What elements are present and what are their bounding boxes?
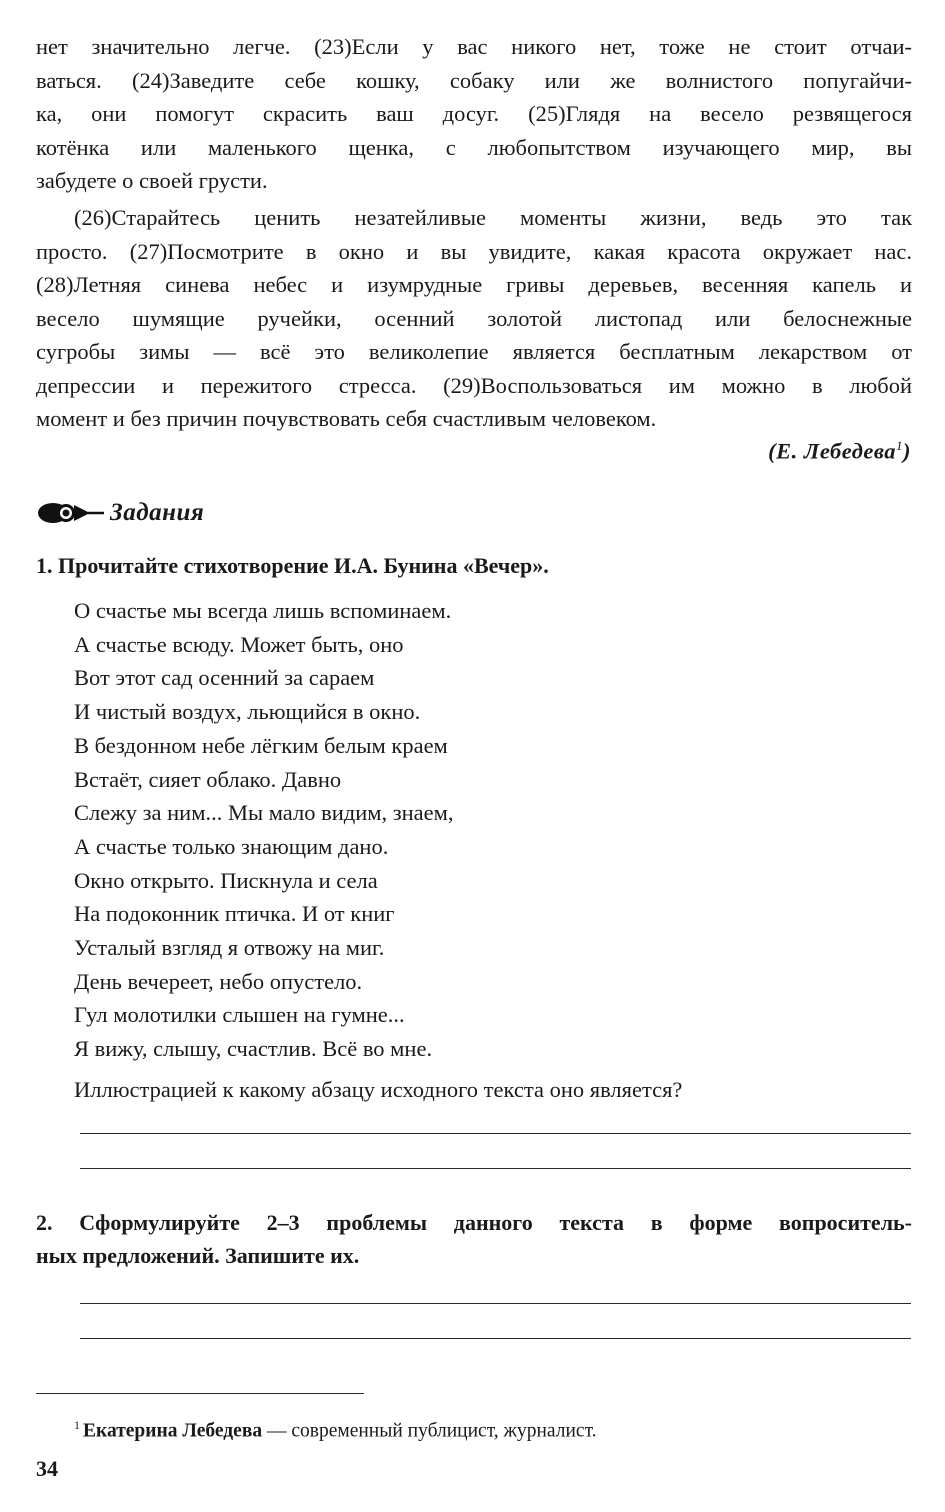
text-line: ваться. (24)Заведите себе кошку, собаку или же волнистого попугайчи- [36,67,912,93]
poem-line: И чистый воздух, льющийся в окно. [74,699,421,725]
text-line: депрессии и пережитого стресса. (29)Воспользоваться им можно в любой [36,372,912,398]
poem-line: Встаёт, сияет облако. Давно [74,766,342,792]
text-paragraph-2 [36,201,912,436]
author-close: ) [903,438,911,464]
text-line: котёнка или маленького щенка, с любопытством изучающего мир, вы [36,134,912,160]
answer-line[interactable] [80,1338,911,1339]
text-line: нет значительно легче. (23)Если у вас никого нет, тоже не стоит отчаи- [36,34,912,59]
task-2-prompt-line: ных предложений. Запишите их. [36,1243,360,1268]
poem-line: Усталый взгляд я отвожу на миг. [74,935,385,961]
poem-line: Слежу за ним... Мы мало видим, знаем, [74,800,454,826]
poem-line: Я вижу, слышу, счастлив. Всё во мне. [74,1036,433,1062]
poem-line: Окно открыто. Пискнула и села [74,867,378,893]
poem-line: День вечереет, небо опустело. [74,968,363,994]
page-number: 34 [36,1456,58,1481]
task-2-prompt-line: 2. Сформулируйте 2–3 проблемы данного текста в форме вопроситель- [36,1210,912,1235]
task-2-prompt [36,1206,912,1272]
poem-line: Гул молотилки слышен на гумне... [74,1002,405,1028]
answer-line[interactable] [80,1303,911,1304]
task-1-prompt: 1. Прочитайте стихотворение И.А. Бунина «Вечер». [36,553,549,578]
poem-line: О счастье мы всегда лишь вспоминаем. [74,598,452,623]
poem-line: А счастье всюду. Может быть, оно [74,631,404,657]
footnote-name: Екатерина Лебедева [83,1420,263,1442]
text-line: весело шумящие ручейки, осенний золотой листопад или белоснежные [36,305,912,331]
tasks-heading [36,496,204,530]
pen-nib-icon [36,496,106,530]
footnote-divider [36,1393,364,1394]
footnote [74,1411,597,1446]
poem-line: В бездонном небе лёгким белым краем [74,732,448,758]
author-attribution [768,438,911,465]
text-line: забудете о своей грусти. [36,168,268,193]
text-line: ка, они помогут скрасить ваш досуг. (25)Глядя на весело резвящегося [36,101,912,126]
text-line: сугробы зимы — всё это великолепие является бесплатным лекарством от [36,339,912,364]
task-1-question: Иллюстрацией к какому абзацу исходного текста оно является? [74,1077,683,1102]
text-line: (26)Старайтесь ценить незатейливые моменты жизни, ведь это так [74,205,912,230]
text-line: момент и без причин почувствовать себя счастливым человеком. [36,406,657,431]
text-line: (28)Летняя синева небес и изумрудные гривы деревьев, весенняя капель и [36,272,912,297]
footnote-mark: 1 [896,438,903,453]
footnote-mark: 1 [74,1418,80,1432]
tasks-title: Задания [110,499,205,526]
poem-line: Вот этот сад осенний за сараем [74,665,375,691]
author-name: (Е. Лебедева [768,438,896,464]
poem-line: На подоконник птичка. И от книг [74,901,395,927]
poem [74,594,454,1066]
poem-line: А счастье только знающим дано. [74,833,389,859]
footnote-text: — современный публицист, журналист. [262,1420,597,1442]
text-paragraph-1 [36,30,912,198]
answer-line[interactable] [80,1168,911,1169]
text-line: просто. (27)Посмотрите в окно и вы увидите, какая красота окружает нас. [36,238,912,264]
answer-line[interactable] [80,1133,911,1134]
